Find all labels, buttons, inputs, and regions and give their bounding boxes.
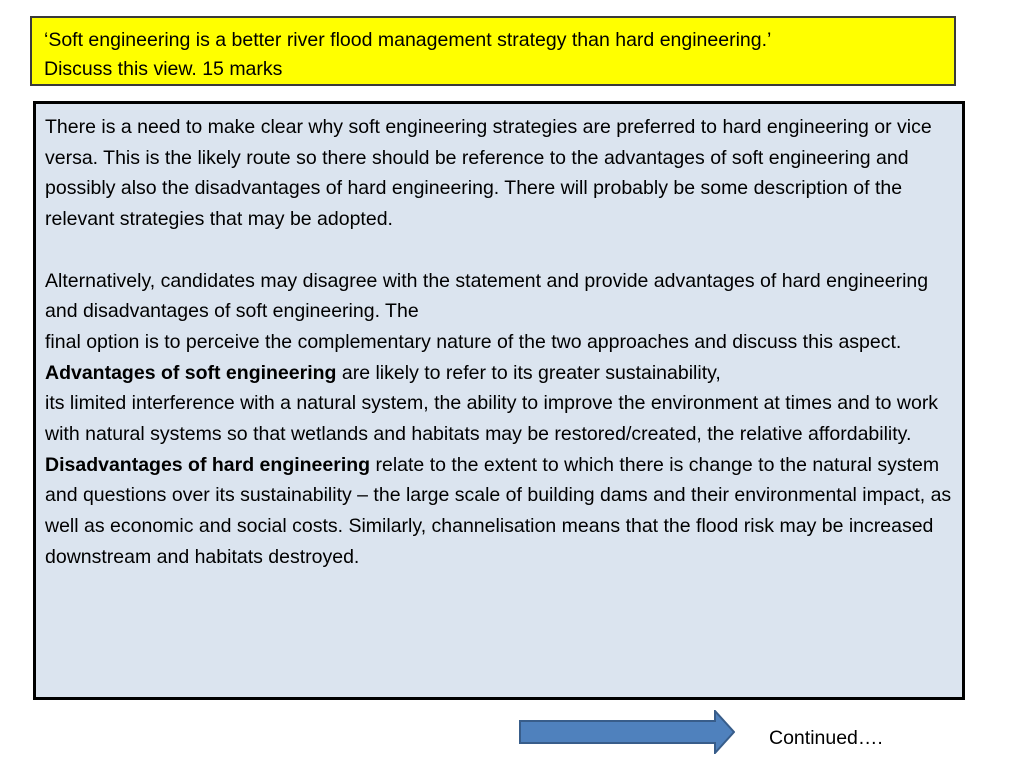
advantages-paragraph-b: its limited interference with a natural system, the ability to improve the environment at times and to work with natural systems so that wetlands and habitats may be restored/created, the relative affordability.: [45, 392, 939, 446]
disadvantages-paragraph: [45, 450, 956, 573]
question-line-1: ‘Soft engineering is a better river flood management strategy than hard engineering.’: [44, 29, 772, 51]
advantages-paragraph-a: [45, 358, 956, 389]
answer-paragraph-1: There is a need to make clear why soft engineering strategies are preferred to hard engineering or vice versa. This is the likely route so there should be reference to the advantages of soft engineering and possibly also the disadvantages of hard engineering. There will probably be some description of the relevant strategies that may be adopted.: [45, 116, 932, 231]
answer-paragraph-2a: Alternatively, candidates may disagree with the statement and provide advantages of hard engineering and disadvantages of soft engineering. The: [45, 269, 929, 323]
question-line-2: Discuss this view. 15 marks: [44, 58, 283, 80]
answer-paragraph-2b: final option is to perceive the complementary nature of the two approaches and discuss this aspect.: [45, 330, 902, 353]
paragraph-gap: [45, 235, 956, 266]
continued-label: Continued….: [769, 727, 883, 749]
disadvantages-heading: Disadvantages of hard engineering: [45, 453, 371, 476]
advantages-text-a: are likely to refer to its greater sustainability,: [336, 361, 721, 384]
answer-box: [33, 101, 965, 700]
arrow-shape: [520, 711, 734, 753]
disadvantages-text: relate to the extent to which there is change to the natural system and questions over its sustainability – the large scale of building dams and their environmental impact, as well as economic and social costs. Similarly, channelisation means that the flood risk may be increased downstream and habitats destroyed.: [45, 453, 952, 568]
advantages-heading: Advantages of soft engineering: [45, 361, 337, 384]
question-box: [30, 16, 956, 86]
right-arrow-icon[interactable]: [519, 710, 735, 754]
